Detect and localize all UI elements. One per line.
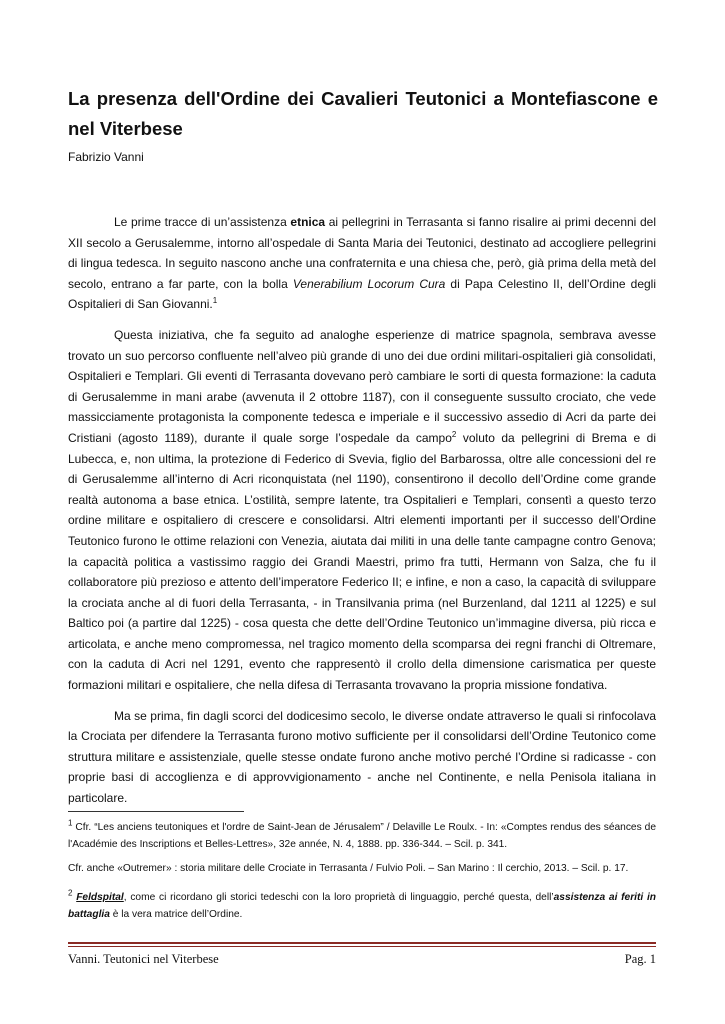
footnote-1-text: Cfr. “Les anciens teutoniques et l'ordre de Saint-Jean de Jérusalem” / Delaville Le Roulx. - In: «Comptes rendus des séances de l'Académie des Inscriptions et Belles-Lettres», 32e année, N. 4, 1888. pp. 336-344. – Scil. p. 341. (68, 822, 656, 850)
footer-page-number: Pag. 1 (624, 952, 656, 966)
footer-rule-thick (68, 942, 656, 944)
author-name: Fabrizio Vanni (68, 150, 144, 164)
footnote-2 (68, 889, 656, 923)
footnote-2-text-b: , come ci ricordano gli storici tedeschi con la loro proprietà di linguaggio, perché questa, dell’ (123, 892, 554, 903)
paragraph-2 (68, 325, 656, 696)
paragraph-3: Ma se prima, fin dagli scorci del dodicesimo secolo, le diverse ondate attraverso le quali si rinfocolava la Crociata per difendere la Terrasanta furono motivo sufficiente per il consolidarsi dell’Ordine Teutonico come struttura militare e assistenziale, quelle stesse ondate furono anche motivo perché l’Ordine si radicasse - con proprie basi di accoglienza e di approvvigionamento - anche nel Continente, e nella Penisola italiana in particolare. (68, 708, 656, 806)
footnote-1-number: 1 (68, 818, 73, 828)
footnote-1-continued: Cfr. anche «Outremer» : storia militare delle Crociate in Terrasanta / Fulvio Poli. – San Marino : Il cerchio, 2013. – Scil. p. 17. (68, 863, 629, 874)
footnote-2-term: Feldspital (76, 892, 124, 903)
paragraph-1 (68, 212, 656, 315)
footnote-ref-1[interactable]: 1 (212, 296, 218, 306)
paragraph-1-text-a: Le prime tracce di un’assistenza (114, 215, 291, 229)
footer-running-title: Vanni. Teutonici nel Viterbese (68, 952, 219, 966)
footer-rule-thin (68, 946, 656, 947)
footnote-separator (68, 811, 244, 812)
paragraph-1-italic-title: Venerabilium Locorum Cura (292, 276, 446, 291)
paragraph-1-bold-term: etnica (290, 215, 326, 229)
document-title: La presenza dell'Ordine dei Cavalieri Teutonici a Montefiascone e nel Viterbese (68, 88, 658, 139)
footnote-2-emphasis: assistenza ai feriti in battaglia (68, 892, 657, 920)
footnote-2-text-d: è la vera matrice dell’Ordine. (109, 909, 243, 920)
paragraph-1-text-e: di Papa Celestino II, dell’Ordine degli Ospitalieri di San Giovanni. (68, 276, 656, 312)
footnotes (68, 819, 656, 930)
paragraph-2-text-a: Questa iniziativa, che fa seguito ad analoghe esperienze di matrice spagnola, sembrava avesse trovato un suo percorso confluente nell’alveo più grande di uno dei due ordini militari-ospitalieri già consolidati, Ospitalieri e Templari. Gli eventi di Terrasanta dovevano però cambiare le sorti di questa formazione: la caduta di Gerusalemme in mani arabe (avvenuta il 2 ottobre 1187), con il conseguente sussulto crociato, che vede massicciamente protagonista la componente tedesca e imperiale e il successivo assedio di Acri da parte dei Cristiani (agosto 1189), durante il quale sorge l’ospedale da campo (68, 327, 656, 445)
footnote-2-number: 2 (68, 888, 73, 898)
footnote-1 (68, 819, 656, 853)
paragraph-1-text-c: ai pellegrini in Terrasanta si fanno risalire ai primi decenni del XII secolo a Gerusalemme, intorno all’ospedale di Santa Maria dei Teutonici, destinato ad accogliere pellegrini di lingua tedesca. In seguito nascono anche una confraternita e una chiesa che, però, già prima della metà del secolo, entrano a far parte, con la bolla (68, 215, 657, 291)
paragraph-2-text-b: voluto da pellegrini di Brema e di Lubecca, e, non ultima, la protezione di Federico di Svevia, figlio del Barbarossa, oltre alle concessioni del re di Gerusalemme all’interno di Acri riconquistata (nel 1190), consentirono il decollo dell’Ordine come grande realtà autonoma a base etnica. L’ostilità, sempre latente, tra Ospitalieri e Templari, consentì a questo terzo ordine militare e ospitaliero di crescere e consolidarsi. Altri elementi importanti per il successo dell’Ordine Teutonico furono le ottime relazioni con Venezia, aiutata dai militi in una delle tante campagne contro Genova; la capacità politica a vastissimo raggio dei Grandi Maestri, primo fra tutti, Hermann von Salza, che fu il collaboratore più prezioso e attento dell’imperatore Federico II; e infine, e non a caso, la capacità di sviluppare la crociata anche al di fuori della Terrasanta, - in Transilvania prima (nel Burzenland, dal 1211 al 1225) e sul Baltico poi (a partire dal 1225) - cosa questa che dette dell’Ordine Teutonico un’immagine diversa, più ricca e articolata, e anche meno compromessa, nel tragico momento della scomparsa dei regni franchi di Oltremare, con la caduta di Acri nel 1291, evento che rappresentò il crollo della dimensione carismatica per queste formazioni militari e ospitaliere, che nella difesa di Terrasanta trovavano la propria missione fondativa. (68, 430, 656, 693)
body-text (68, 212, 656, 819)
footnote-ref-2[interactable]: 2 (451, 429, 457, 439)
